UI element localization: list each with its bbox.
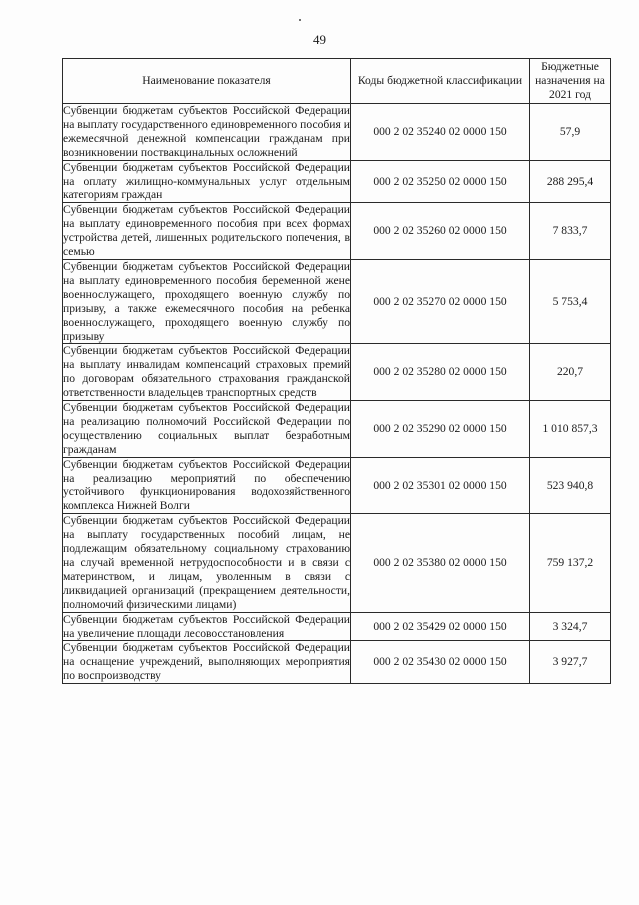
row-name: Субвенции бюджетам субъектов Российской Федерации на выплату единовременного пособия при всех формах устройства детей, лишенных родительского попечения, в семью bbox=[63, 203, 350, 259]
row-code: 000 2 02 35250 02 0000 150 bbox=[351, 160, 530, 203]
row-value: 523 940,8 bbox=[530, 457, 611, 514]
row-name: Субвенции бюджетам субъектов Российской Федерации на выплату государственного единовременного пособия и ежемесячной денежной компенсации гражданам при возникновении поствакцинальных осложнений bbox=[63, 104, 350, 159]
row-value: 3 927,7 bbox=[530, 641, 611, 684]
table-row bbox=[63, 104, 611, 161]
row-name: Субвенции бюджетам субъектов Российской Федерации на оплату жилищно-коммунальных услуг отдельным категориям граждан bbox=[63, 160, 350, 202]
table-row bbox=[63, 160, 611, 203]
row-code: 000 2 02 35260 02 0000 150 bbox=[351, 203, 530, 260]
table-row bbox=[63, 457, 611, 514]
row-value: 3 324,7 bbox=[530, 612, 611, 641]
row-name: Субвенции бюджетам субъектов Российской Федерации на выплату инвалидам компенсаций страховых премий по договорам обязательного страхования гражданской ответственности владельцев транспортных средств bbox=[63, 344, 350, 400]
header-value: Бюджетные назначения на 2021 год bbox=[530, 59, 611, 104]
row-code: 000 2 02 35430 02 0000 150 bbox=[351, 641, 530, 684]
row-name: Субвенции бюджетам субъектов Российской Федерации на выплату государственных пособий лицам, не подлежащим обязательному социальному страхованию на случай временной нетрудоспособности и в связи с материнством, и лицам, уволенным в связи с ликвидацией организаций (прекращением деятельности, полномочий физическими лицами) bbox=[63, 514, 350, 611]
row-value: 220,7 bbox=[530, 344, 611, 401]
row-name: Субвенции бюджетам субъектов Российской Федерации на реализацию полномочий Российской Федерации по осуществлению социальных выплат безработным гражданам bbox=[63, 401, 350, 456]
scan-speck bbox=[299, 19, 301, 21]
row-name: Субвенции бюджетам субъектов Российской Федерации на реализацию мероприятий по обеспечению устойчивого функционирования водохозяйственного комплекса Нижней Волги bbox=[63, 457, 350, 513]
row-name: Субвенции бюджетам субъектов Российской Федерации на оснащение учреждений, выполняющих мероприятия по воспроизводству bbox=[63, 641, 350, 683]
table-row bbox=[63, 641, 611, 684]
row-value: 5 753,4 bbox=[530, 259, 611, 343]
table-row bbox=[63, 514, 611, 612]
header-code: Коды бюджетной классификации bbox=[351, 59, 530, 104]
budget-table bbox=[62, 58, 611, 684]
table-row bbox=[63, 344, 611, 401]
row-code: 000 2 02 35429 02 0000 150 bbox=[351, 612, 530, 641]
row-code: 000 2 02 35240 02 0000 150 bbox=[351, 104, 530, 161]
page-number: 49 bbox=[313, 32, 326, 47]
row-value: 57,9 bbox=[530, 104, 611, 161]
row-code: 000 2 02 35380 02 0000 150 bbox=[351, 514, 530, 612]
row-value: 288 295,4 bbox=[530, 160, 611, 203]
row-value: 759 137,2 bbox=[530, 514, 611, 612]
row-name: Субвенции бюджетам субъектов Российской Федерации на выплату единовременного пособия беременной жене военнослужащего, проходящего военную службу по призыву, а также ежемесячного пособия на ребенка военнослужащего, проходящего военную службу по призыву bbox=[63, 259, 350, 343]
row-code: 000 2 02 35280 02 0000 150 bbox=[351, 344, 530, 401]
row-code: 000 2 02 35270 02 0000 150 bbox=[351, 259, 530, 343]
row-value: 7 833,7 bbox=[530, 203, 611, 260]
row-name: Субвенции бюджетам субъектов Российской Федерации на увеличение площади лесовосстановления bbox=[63, 612, 350, 640]
table-header-row bbox=[63, 59, 611, 104]
row-value: 1 010 857,3 bbox=[530, 401, 611, 458]
row-code: 000 2 02 35301 02 0000 150 bbox=[351, 457, 530, 514]
table-row bbox=[63, 612, 611, 641]
table-row bbox=[63, 203, 611, 260]
table-row bbox=[63, 401, 611, 458]
table-row bbox=[63, 259, 611, 343]
header-name: Наименование показателя bbox=[63, 59, 351, 104]
row-code: 000 2 02 35290 02 0000 150 bbox=[351, 401, 530, 458]
